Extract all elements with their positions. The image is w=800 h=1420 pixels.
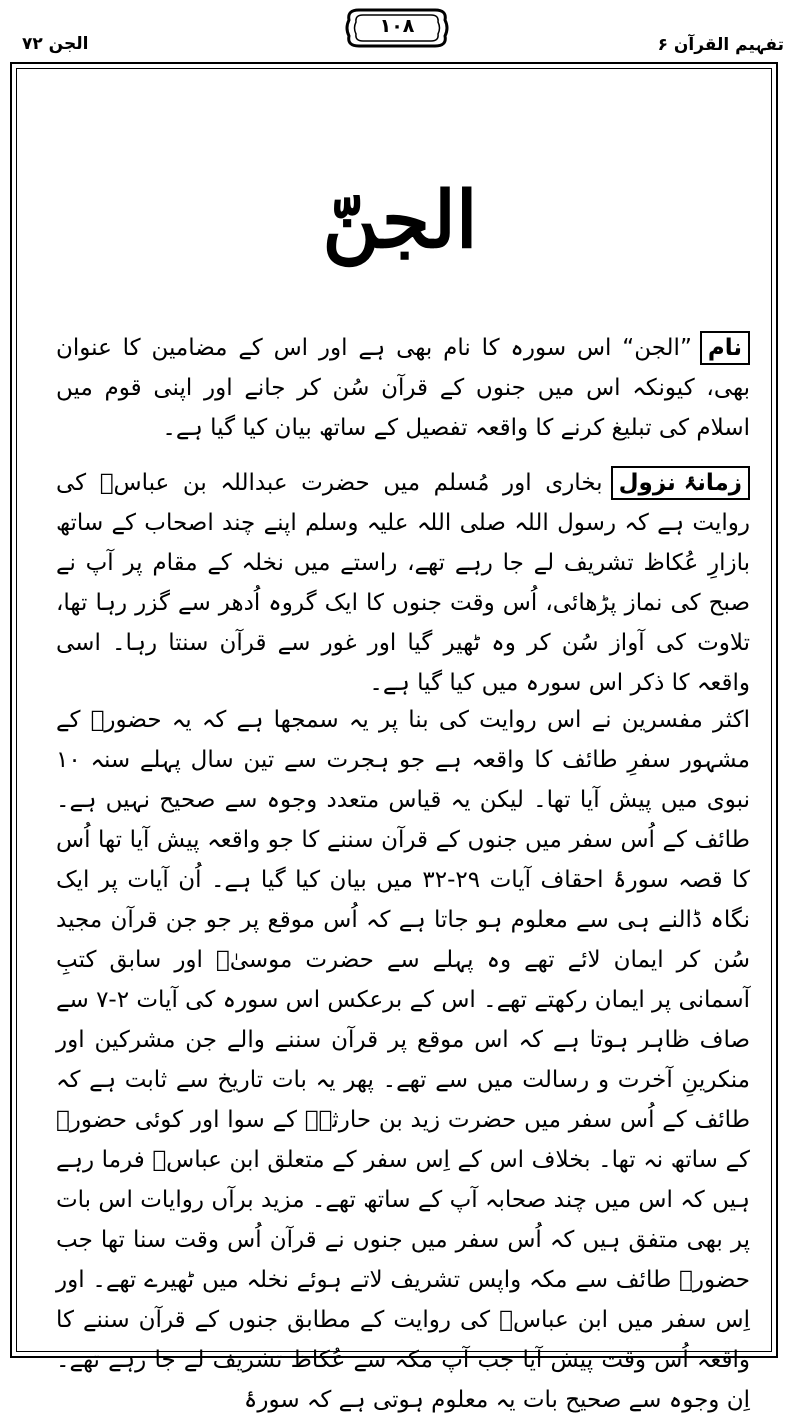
section-revelation xyxy=(56,463,750,703)
page-number-badge xyxy=(345,6,449,50)
book-title: تفہیم القرآن ۶ xyxy=(657,35,784,55)
paragraph-commentary-text: اکثر مفسرین نے اس روایت کی بنا پر یہ سمجھا ہے کہ یہ حضورؐ کے مشہور سفرِ طائف کا واقعہ ہے جو ہجرت سے تین سال پہلے سنہ ۱۰ نبوی میں پیش آیا تھا۔ لیکن یہ قیاس متعدد وجوہ سے صحیح نہیں ہے۔ طائف کے اُس سفر میں جنوں کے قرآن سننے کا جو واقعہ پیش آیا تھا اُس کا قصہ سورۂ احقاف آیات ۲۹-۳۲ میں بیان کیا گیا ہے۔ اُن آیات پر ایک نگاہ ڈالنے ہی سے معلوم ہو جاتا ہے کہ اُس موقع پر جو جن قرآن مجید سُن کر ایمان لائے تھے وہ پہلے سے حضرت موسیٰؑ اور سابق کتبِ آسمانی پر ایمان رکھتے تھے۔ اس کے برعکس اس سورہ کی آیات ۲-۷ سے صاف ظاہر ہوتا ہے کہ اس موقع پر قرآن سننے والے جن مشرکین اور منکرینِ آخرت و رسالت میں سے تھے۔ پھر یہ بات تاریخ سے ثابت ہے کہ طائف کے اُس سفر میں حضرت زید بن حارثہؓ کے سوا اور کوئی حضورؐ کے ساتھ نہ تھا۔ بخلاف اس کے اِس سفر کے متعلق ابن عباسؓ فرما رہے ہیں کہ اس میں چند صحابہ آپ کے ساتھ تھے۔ مزید برآں روایات اس بات پر بھی متفق ہیں کہ اُس سفر میں جنوں نے قرآن اُس وقت سنا تھا جب حضورؐ طائف سے مکہ واپس تشریف لاتے ہوئے نخلہ میں ٹھیرے تھے۔ اور اِس سفر میں ابن عباسؓ کی روایت کے مطابق جنوں کے قرآن سننے کا واقعہ اُس وقت پیش آیا جب آپ مکہ سے عُکاظ تشریف لے جا رہے تھے۔ اِن وجوہ سے صحیح بات یہ معلوم ہوتی ہے کہ سورۂ xyxy=(56,707,750,1413)
section-label-name: نام xyxy=(700,331,750,365)
section-revelation-text: بخاری اور مُسلم میں حضرت عبداللہ بن عباسؓ کی روایت ہے کہ رسول اللہ صلی اللہ علیہ وسلم اپنے چند اصحاب کے ساتھ بازارِ عُکاظ تشریف لے جا رہے تھے، راستے میں نخلہ کے مقام پر آپ نے صبح کی نماز پڑھائی، اُس وقت جنوں کا ایک گروہ اُدھر سے گزر رہا تھا، تلاوت کی آواز سُن کر وہ ٹھیر گیا اور غور سے قرآن سنتا رہا۔ اسی واقعہ کا ذکر اس سورہ میں کیا گیا ہے۔ xyxy=(56,470,750,696)
surah-title: الجنّ xyxy=(322,175,478,266)
surah-reference: الجن ۷۲ xyxy=(22,34,89,54)
section-name xyxy=(56,328,750,448)
section-label-revelation: زمانۂ نزول xyxy=(611,466,750,500)
page-number: ۱۰۸ xyxy=(379,15,415,37)
paragraph-commentary xyxy=(56,700,750,1420)
page-header xyxy=(0,0,800,62)
section-name-text: ”الجن“ اس سورہ کا نام بھی ہے اور اس کے مضامین کا عنوان بھی، کیونکہ اس میں جنوں کے قرآن سُن کر جانے اور اپنی قوم میں اسلام کی تبلیغ کرنے کا واقعہ تفصیل کے ساتھ بیان کیا گیا ہے۔ xyxy=(56,335,750,441)
